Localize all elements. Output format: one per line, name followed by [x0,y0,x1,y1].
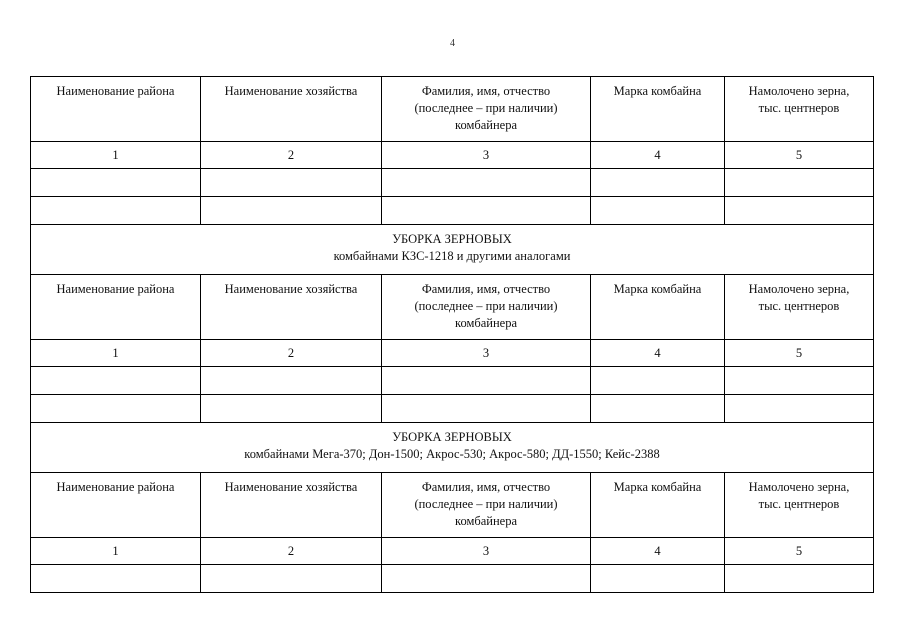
column-number: 3 [382,142,591,169]
table-header-row [31,275,874,340]
empty-cell[interactable] [201,197,382,225]
table-header-row [31,473,874,538]
column-number: 4 [591,340,725,367]
section-heading [31,225,874,275]
table-row [31,565,874,593]
empty-cell[interactable] [201,395,382,423]
column-header-operator-name: Фамилия, имя, отчество (последнее – при наличии) комбайнера [382,275,591,340]
column-number: 2 [201,538,382,565]
column-header-grain-threshed: Намолочено зерна, тыс. центнеров [725,77,874,142]
column-header-district: Наименование района [31,77,201,142]
table-header-row [31,77,874,142]
column-number: 3 [382,538,591,565]
empty-cell[interactable] [31,565,201,593]
column-header-operator-name: Фамилия, имя, отчество (последнее – при наличии) комбайнера [382,473,591,538]
empty-cell[interactable] [382,565,591,593]
section-row [31,423,874,473]
column-header-combine-brand: Марка комбайна [591,77,725,142]
table-row [31,395,874,423]
column-number: 5 [725,340,874,367]
column-number: 4 [591,142,725,169]
section-subtitle: комбайнами Мега-370; Дон-1500; Акрос-530; Акрос-580; ДД-1550; Кейс-2388 [244,447,660,461]
column-header-operator-name: Фамилия, имя, отчество (последнее – при наличии) комбайнера [382,77,591,142]
empty-cell[interactable] [31,197,201,225]
empty-cell[interactable] [201,367,382,395]
column-header-farm: Наименование хозяйства [201,275,382,340]
column-number: 5 [725,142,874,169]
table-row [31,197,874,225]
empty-cell[interactable] [31,169,201,197]
column-header-grain-threshed: Намолочено зерна, тыс. центнеров [725,275,874,340]
empty-cell[interactable] [591,169,725,197]
empty-cell[interactable] [201,169,382,197]
empty-cell[interactable] [725,367,874,395]
table-row [31,367,874,395]
column-number: 2 [201,142,382,169]
table-row [31,169,874,197]
section-row [31,225,874,275]
empty-cell[interactable] [382,367,591,395]
empty-cell[interactable] [725,169,874,197]
empty-cell[interactable] [591,565,725,593]
section-subtitle: комбайнами КЗС-1218 и другими аналогами [333,249,571,263]
section-title: УБОРКА ЗЕРНОВЫХ [392,430,512,444]
empty-cell[interactable] [382,197,591,225]
empty-cell[interactable] [31,395,201,423]
empty-cell[interactable] [591,395,725,423]
empty-cell[interactable] [382,169,591,197]
column-number-row [31,340,874,367]
column-header-combine-brand: Марка комбайна [591,275,725,340]
column-header-grain-threshed: Намолочено зерна, тыс. центнеров [725,473,874,538]
section-heading [31,423,874,473]
empty-cell[interactable] [725,395,874,423]
column-number: 1 [31,340,201,367]
empty-cell[interactable] [725,565,874,593]
empty-cell[interactable] [201,565,382,593]
column-number: 4 [591,538,725,565]
column-number: 5 [725,538,874,565]
section-title: УБОРКА ЗЕРНОВЫХ [392,232,512,246]
empty-cell[interactable] [591,197,725,225]
empty-cell[interactable] [31,367,201,395]
column-number: 2 [201,340,382,367]
empty-cell[interactable] [725,197,874,225]
column-number: 1 [31,142,201,169]
column-header-farm: Наименование хозяйства [201,77,382,142]
column-header-district: Наименование района [31,275,201,340]
column-header-district: Наименование района [31,473,201,538]
column-header-farm: Наименование хозяйства [201,473,382,538]
column-number: 1 [31,538,201,565]
column-number-row [31,538,874,565]
column-header-combine-brand: Марка комбайна [591,473,725,538]
column-number: 3 [382,340,591,367]
page-number: 4 [450,38,455,49]
harvest-report-table [30,76,874,593]
empty-cell[interactable] [591,367,725,395]
empty-cell[interactable] [382,395,591,423]
column-number-row [31,142,874,169]
